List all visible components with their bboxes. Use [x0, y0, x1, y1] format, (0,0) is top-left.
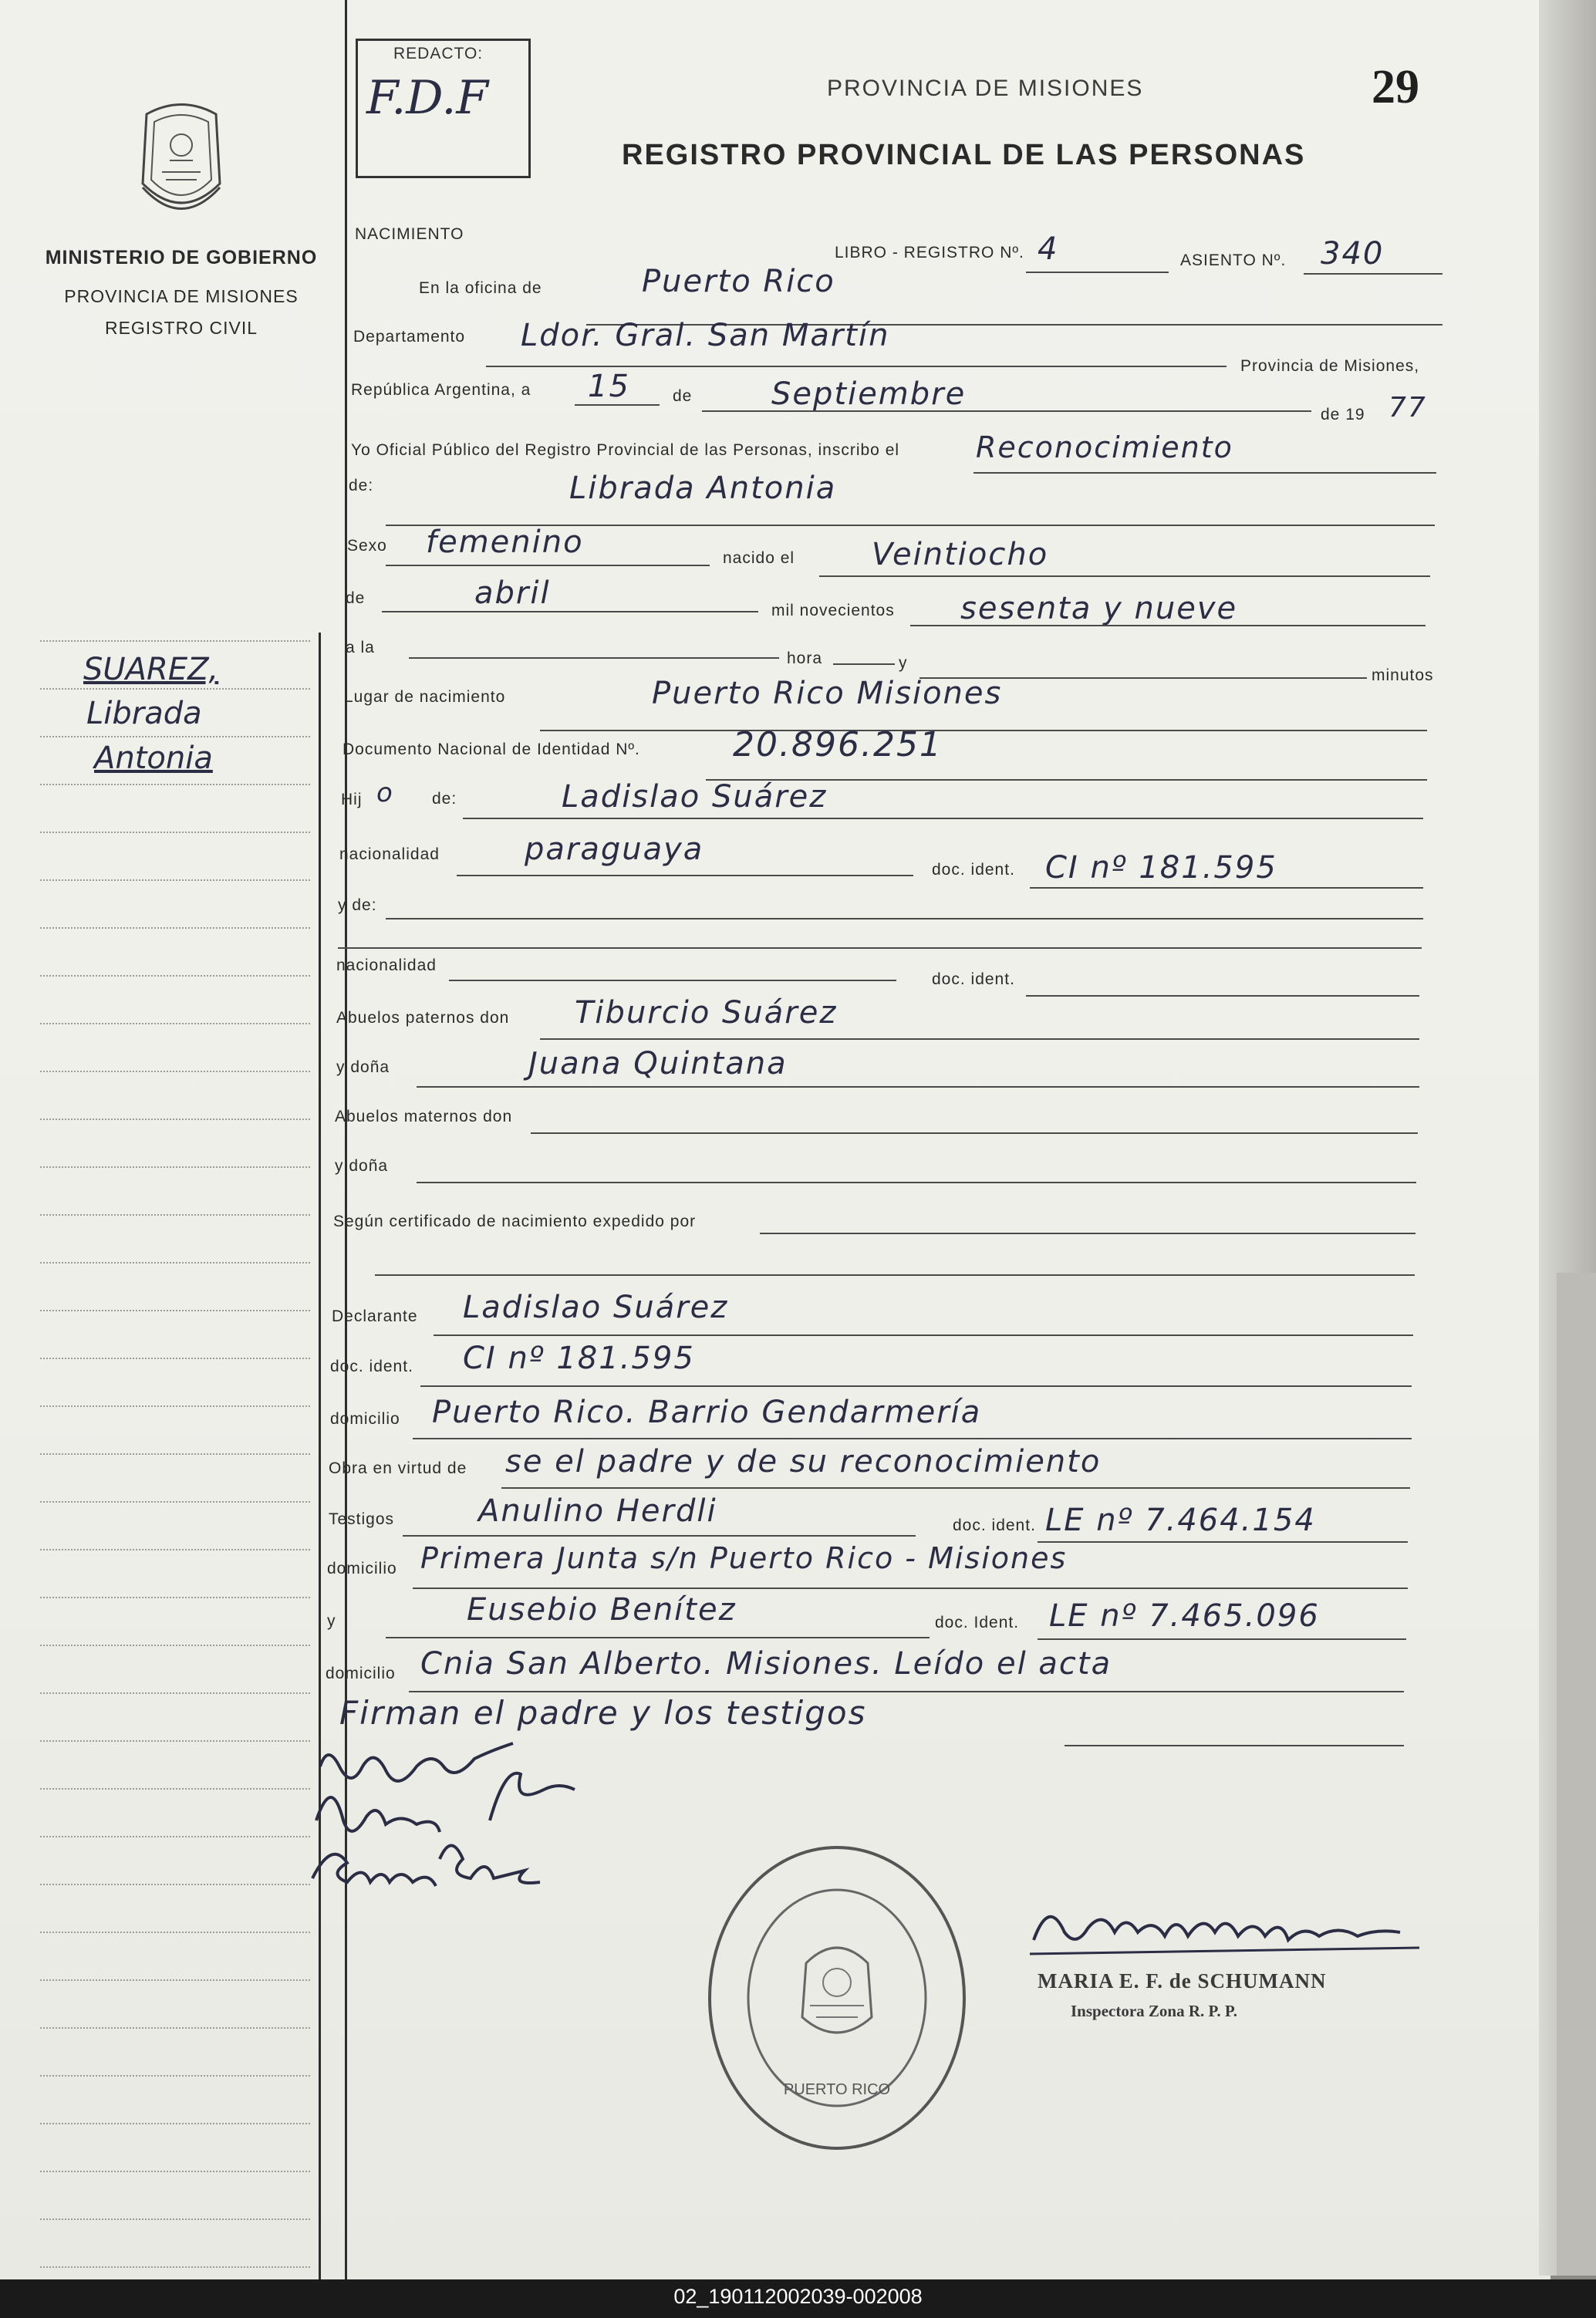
- departamento-value: Ldor. Gral. San Martín: [521, 318, 890, 353]
- firman-line: [1065, 1745, 1404, 1746]
- margin-ruled-line: [40, 1836, 310, 1837]
- y2-label: y: [327, 1612, 336, 1630]
- testigo1-doc-line: [1038, 1541, 1408, 1543]
- abuela-pat-line: [417, 1086, 1419, 1088]
- docident3-line: [420, 1385, 1412, 1387]
- margin-ruled-line: [40, 1310, 310, 1311]
- image-caption: 02_190112002039-002008: [673, 2285, 923, 2308]
- libro-label: LIBRO - REGISTRO Nº.: [835, 244, 1024, 261]
- asiento-line: [1304, 273, 1442, 275]
- padre-line: [463, 818, 1423, 819]
- nacido-label: nacido el: [723, 549, 795, 567]
- sexo-value: femenino: [426, 525, 584, 560]
- margin-ruled-line: [40, 640, 310, 642]
- margin-ruled-line: [40, 1405, 310, 1407]
- ydona2-label: y doña: [335, 1157, 389, 1175]
- docident3-label: doc. ident.: [330, 1358, 413, 1375]
- official-signature: [1026, 1894, 1427, 1959]
- testigo2-value: Eusebio Benítez: [467, 1592, 737, 1628]
- nombre-value: Librada Antonia: [569, 471, 837, 506]
- nacionalidad-line: [457, 875, 913, 876]
- yde-line2: [338, 947, 1422, 949]
- oficial-label: Yo Oficial Público del Registro Provincial de las Personas, inscribo el: [351, 441, 900, 459]
- sexo-line: [386, 565, 710, 566]
- mes-value: Septiembre: [771, 376, 967, 412]
- padre-value: Ladislao Suárez: [562, 779, 828, 815]
- margin-ruled-line: [40, 1358, 310, 1359]
- testigo1-doc: LE nº 7.464.154: [1045, 1503, 1316, 1538]
- margin-ruled-line: [40, 1884, 310, 1885]
- domicilio3-line: [409, 1691, 1404, 1692]
- margin-ruled-line: [40, 1979, 310, 1981]
- docident4-label: doc. ident.: [953, 1517, 1036, 1534]
- departamento-label: Departamento: [353, 328, 466, 346]
- mes-line: [702, 410, 1311, 412]
- margin-ruled-line: [40, 1788, 310, 1790]
- hora-label: hora: [787, 650, 823, 667]
- departamento-line: [486, 366, 1227, 367]
- docident2-line: [1026, 995, 1419, 997]
- asiento-label: ASIENTO Nº.: [1180, 251, 1287, 269]
- section-label: NACIMIENTO: [355, 225, 464, 243]
- margin-middlename: Antonia: [94, 741, 213, 776]
- margin-ruled-line: [40, 2075, 310, 2077]
- margin-ruled-line: [40, 1071, 310, 1072]
- nacionalidad-label: nacionalidad: [339, 845, 440, 863]
- official-name: MARIA E. F. de SCHUMANN: [1038, 1969, 1327, 1992]
- domicilio2-label: domicilio: [327, 1560, 397, 1577]
- testigo1-value: Anulino Herdli: [478, 1493, 717, 1529]
- margin-ruled-line: [40, 975, 310, 977]
- domicilio-value: Puerto Rico. Barrio Gendarmería: [432, 1395, 982, 1430]
- dni-label: Documento Nacional de Identidad Nº.: [342, 741, 640, 758]
- column-border: [345, 0, 347, 2279]
- domicilio2-value: Primera Junta s/n Puerto Rico - Misiones: [420, 1541, 1068, 1575]
- margin-ruled-line: [40, 1740, 310, 1742]
- margin-ruled-line: [40, 927, 310, 929]
- obra-label: Obra en virtud de: [329, 1459, 467, 1477]
- abuelos-pat-label: Abuelos paternos don: [336, 1009, 510, 1027]
- nacionalidad2-line: [449, 980, 896, 981]
- anio-nac-line: [910, 625, 1426, 626]
- republica-label: República Argentina, a: [351, 381, 531, 399]
- domicilio2-line: [413, 1588, 1408, 1589]
- margin-ruled-line: [40, 1119, 310, 1120]
- lugar-line: [540, 730, 1427, 731]
- testigo2-doc: LE nº 7.465.096: [1049, 1598, 1320, 1634]
- domicilio-label: domicilio: [330, 1410, 400, 1428]
- segun-label: Según certificado de nacimiento expedido por: [333, 1213, 697, 1230]
- sexo-label: Sexo: [347, 537, 387, 555]
- domicilio-line: [413, 1438, 1412, 1439]
- abuelos-mat-label: Abuelos maternos don: [335, 1108, 513, 1125]
- segun-line: [760, 1233, 1415, 1234]
- minutos-label: minutos: [1372, 666, 1434, 684]
- lugar-label: Lugar de nacimiento: [344, 688, 506, 706]
- testigos-label: Testigos: [329, 1510, 395, 1528]
- margin-ruled-line: [40, 2027, 310, 2029]
- margin-ruled-line: [40, 1214, 310, 1216]
- margin-ruled-line: [40, 2218, 310, 2220]
- margin-border: [319, 633, 321, 2279]
- de3-label: de: [346, 589, 366, 607]
- province-line: PROVINCIA DE MISIONES: [827, 76, 1144, 101]
- ydona-label: y doña: [336, 1058, 390, 1076]
- official-role: Inspectora Zona R. P. P.: [1071, 2002, 1238, 2020]
- registry-stamp-icon: [702, 1840, 972, 2156]
- margin-ruled-line: [40, 879, 310, 881]
- lugar-value: Puerto Rico Misiones: [652, 676, 1003, 711]
- margin-ruled-line: [40, 1597, 310, 1598]
- margin-ruled-line: [40, 1549, 310, 1550]
- document-title: REGISTRO PROVINCIAL DE LAS PERSONAS: [622, 139, 1306, 171]
- oficina-label: En la oficina de: [419, 279, 542, 297]
- de2-label: de:: [349, 477, 374, 494]
- docident-line: [1030, 887, 1423, 889]
- dni-value: 20.896.251: [733, 725, 943, 764]
- y-label: y: [899, 654, 908, 672]
- abuelo-pat-line: [540, 1038, 1419, 1040]
- ministry-province: PROVINCIA DE MISIONES: [64, 286, 299, 306]
- ministry-title: MINISTERIO DE GOBIERNO: [45, 247, 318, 268]
- page-edge-lower: [1557, 1273, 1596, 2276]
- anio-nac-value: sesenta y nueve: [960, 591, 1238, 626]
- margin-ruled-line: [40, 1166, 310, 1168]
- hora-line: [833, 663, 895, 665]
- segun-line2: [375, 1274, 1415, 1276]
- page-number: 29: [1372, 61, 1419, 113]
- docident-value: CI nº 181.595: [1045, 850, 1277, 886]
- margin-ruled-line: [40, 688, 310, 690]
- oficina-value: Puerto Rico: [642, 264, 835, 299]
- margin-surname: SUAREZ,: [83, 652, 219, 687]
- mil-label: mil novecientos: [771, 602, 895, 619]
- ydona2-line: [417, 1182, 1416, 1183]
- declarante-value: Ladislao Suárez: [463, 1290, 729, 1325]
- margin-ruled-line: [40, 1645, 310, 1646]
- hijo-suffix: o: [376, 778, 394, 808]
- mes-nac-line: [382, 611, 758, 612]
- inscribo-value: Reconocimiento: [976, 430, 1233, 464]
- testigo2-doc-line: [1038, 1638, 1406, 1640]
- docident5-label: doc. Ident.: [935, 1614, 1020, 1631]
- docident-label: doc. ident.: [932, 861, 1015, 879]
- margin-ruled-line: [40, 832, 310, 833]
- testigo2-line: [386, 1637, 930, 1638]
- dia-value: 15: [588, 369, 630, 404]
- witness-signatures: [305, 1736, 706, 1913]
- redacto-label: REDACTO:: [393, 45, 484, 62]
- domicilio3-label: domicilio: [326, 1665, 396, 1682]
- declarante-label: Declarante: [332, 1307, 418, 1325]
- nacido-line: [819, 575, 1430, 577]
- nacido-value: Veintiocho: [872, 537, 1049, 572]
- margin-ruled-line: [40, 784, 310, 785]
- libro-line: [1026, 272, 1169, 273]
- ministry-registry: REGISTRO CIVIL: [104, 318, 258, 338]
- hijo-label: Hij: [341, 791, 363, 808]
- dia-line: [575, 404, 660, 406]
- abuelos-mat-line: [531, 1132, 1418, 1134]
- margin-ruled-line: [40, 1453, 310, 1455]
- docident3-value: CI nº 181.595: [463, 1341, 695, 1376]
- nacionalidad2-label: nacionalidad: [336, 957, 437, 974]
- declarante-line: [434, 1334, 1413, 1336]
- firman-value: Firman el padre y los testigos: [339, 1694, 867, 1732]
- redacto-value: F.D.F: [366, 71, 489, 125]
- margin-ruled-line: [40, 1023, 310, 1024]
- anio-value: 77: [1388, 392, 1427, 423]
- hijo-de-label: de:: [432, 790, 457, 808]
- province-seal-icon: [131, 99, 231, 226]
- domicilio3-value: Cnia San Alberto. Misiones. Leído el acta: [420, 1646, 1112, 1682]
- abuelo-pat-value: Tiburcio Suárez: [575, 995, 838, 1031]
- inscribo-line: [973, 472, 1436, 474]
- yde-label: y de:: [338, 896, 377, 914]
- testigo1-line: [403, 1535, 916, 1537]
- margin-ruled-line: [40, 2266, 310, 2268]
- obra-value: se el padre y de su reconocimiento: [505, 1444, 1102, 1480]
- ala-line: [409, 657, 779, 659]
- abuela-pat-value: Juana Quintana: [528, 1046, 788, 1081]
- margin-ruled-line: [40, 1501, 310, 1503]
- de-label: de: [673, 387, 693, 405]
- asiento-value: 340: [1321, 236, 1385, 272]
- nacionalidad-value: paraguaya: [525, 832, 704, 867]
- mes-nac-value: abril: [474, 575, 551, 611]
- obra-line: [501, 1487, 1410, 1489]
- margin-ruled-line: [40, 2123, 310, 2124]
- provincia-label: Provincia de Misiones,: [1240, 357, 1420, 375]
- margin-ruled-line: [40, 1932, 310, 1933]
- yde-line: [386, 918, 1423, 919]
- margin-ruled-line: [40, 1262, 310, 1264]
- stamp-inner-text: PUERTO RICO: [783, 2081, 891, 2098]
- margin-ruled-line: [40, 1692, 310, 1694]
- margin-ruled-line: [40, 736, 310, 737]
- margin-ruled-line: [40, 2171, 310, 2172]
- libro-value: 4: [1038, 231, 1059, 267]
- docident2-label: doc. ident.: [932, 970, 1015, 988]
- margin-firstname: Librada: [86, 696, 202, 731]
- ala-label: a la: [346, 639, 375, 656]
- anio-label: de 19: [1321, 406, 1365, 423]
